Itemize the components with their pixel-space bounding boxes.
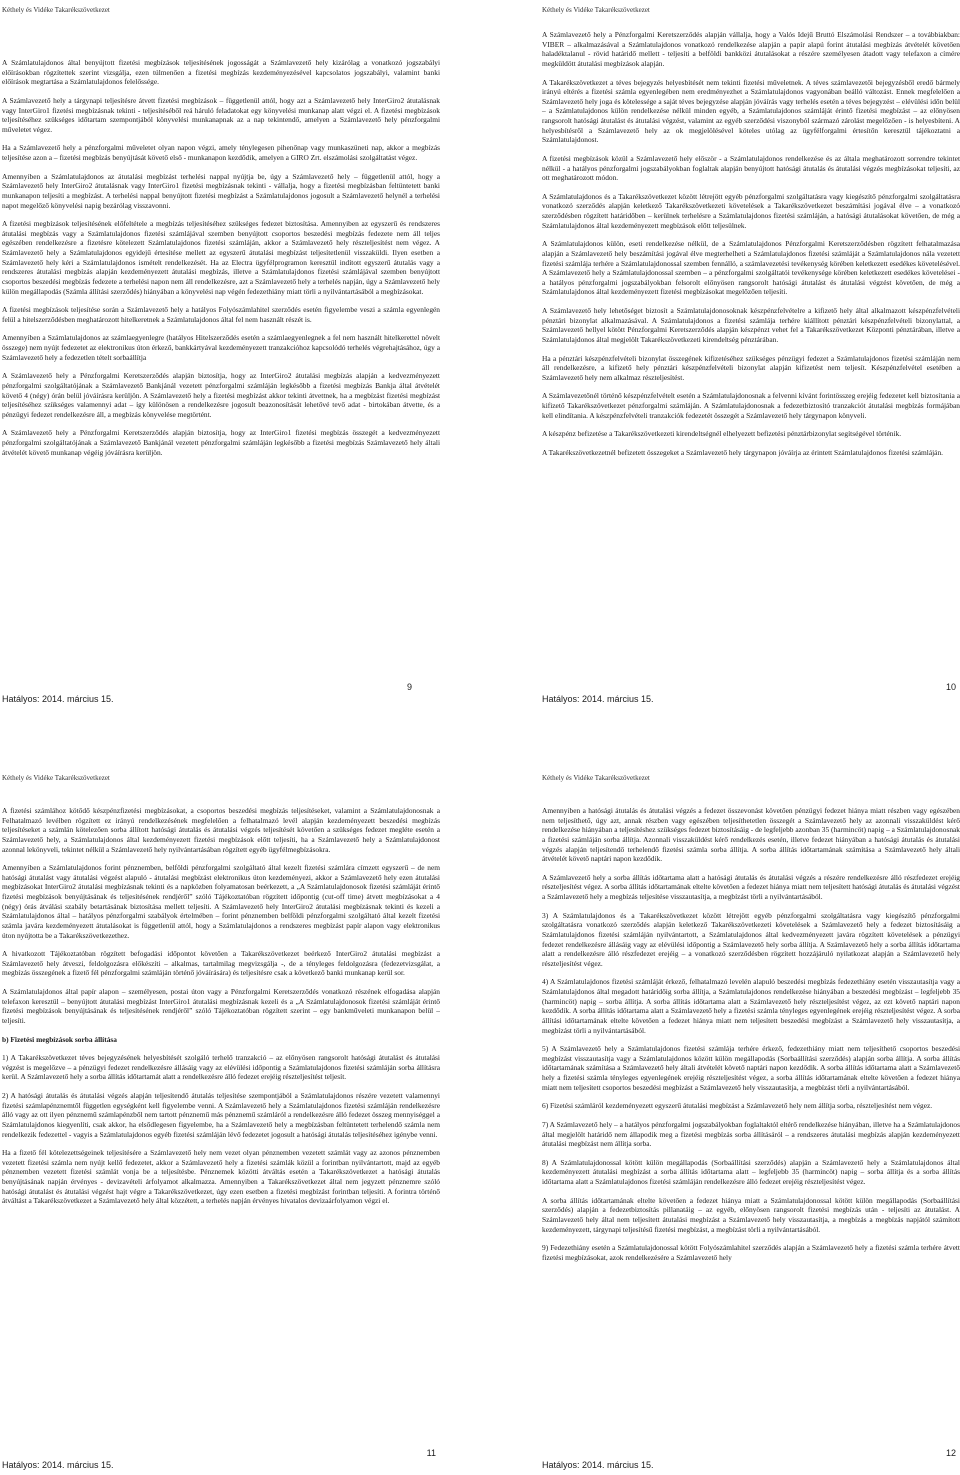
paragraph: Amennyiben a Számlatulajdonos az átutalási megbízást terhelési nappal nyújtja be, úgy a Számlavezető hely – függetlenül attól, hogy a Számlavezető hely InterGiro2 átutalásnak vagy InterGiro1 fizetési megbízásnak tekinti - vállalja, hogy a fizetési megbízásban feltüntetett banki munkanapon teljesíti a megbízást. A terhelési nappal benyújtott fizetési megbízást a Számlatulajdonos jogosult a Számlavezető helynél a terhelési napot megelőző könyvelési napig bezárólag visszavonni. (2, 171, 440, 210)
page-body (542, 30, 960, 467)
paragraph: A hivatkozott Tájékoztatóban rögzített befogadási időpontot követően a Takarékszövetkezet beérkező InterGiro2 átutalási megbízást a Számlavezető hely átveszi, feldolgozásra előkészíti – alkalmas, tartalmilag megvizsgálja -, de a tényleges feldolgozásra (fedezetvizsgálat, a megbízás összegének a fizető fél pénzforgalmi számláján történő jóváírására) és teljesítésre csak a következő banki munkanap kerül sor. (2, 949, 440, 978)
paragraph: A Számlavezető hely a sorba állítás időtartama alatt a hatósági átutalás és átutalási végzés a részére rendelkezésre álló részfedezet erejéig részteljesítést végez. A sorba állítás időtartamának eltelte követően a fedezet hiánya miatt nem teljesített hatósági átutalás és átutalási végzést a Számlavezető hely a megbízás teljesítése visszautasítja, a megbízást törli a nyilvántartásából. (542, 872, 960, 901)
paragraph: A Számlavezető hely a Pénzforgalmi Keretszerződés alapján biztosítja, hogy az InterGiro1 fizetési megbízás összegét a kedvezményezett pénzforgalmi szolgáltatójának a Számlavezető Bankjánál vezetett pénzforgalmi számláján legkésőbb a fizetési megbízás Számlavezető hely általi átvételét követő munkanap végéig jóváírásra kerüljön. (2, 428, 440, 457)
paragraph: 7) A Számlavezető hely – a hatályos pénzforgalmi jogszabályokban foglaltaktól eltérő rendelkezése hiányában, illetve ha a Számlatulajdonos által megjelölt határidő nem állapodik meg a fizetési megbízás sorba állításáról – a rendszeres átutalási megbízás alapján kezdeményezett átutalási megbízást nem állítja sorba. (542, 1119, 960, 1149)
page-12 (540, 768, 960, 1475)
page-footer: Hatályos: 2014. március 15. (542, 694, 654, 704)
paragraph: 9) Fedezethiány esetén a Számlatulajdonossal kötött Folyószámlahitel szerződés alapján a Számlavezető hely a fizetési számla terhére átvett fizetési megbízásokat, azok rendelkezésére a Számlavezető hely (542, 1243, 960, 1262)
page-footer: Hatályos: 2014. március 15. (2, 1460, 114, 1470)
page-9 (0, 0, 440, 708)
paragraph: A Számlatulajdonos által benyújtott fizetési megbízások teljesítésének jogosságát a Számlavezető hely kizárólag a vonatkozó jogszabályi előírásokban rögzítettek szerint vizsgálja, ezen túlmenően a fizetési megbízás kezdeményezésével kapcsolatos jogszabályi, valamint banki előírások megtartása a Számlatulajdonos felelőssége. (2, 58, 440, 87)
paragraph: A Számlavezető hely a tárgynapi teljesítésre átvett fizetési megbízások – függetlenül attól, hogy azt a Számlavezető hely InterGiro2 átutalásnak vagy InterGiro1 fizetési megbízásnak tekinti - teljesítéséből reá háruló feladatokat egy könyvelési munkanap alatt végzi el. A fizetési megbízások teljesítéséhez szükséges időtartam szempontjából könyvelési munkanapnak az a nap tekintendő, amelyen a Számlavezető hely pénzforgalmi műveletet végez. (2, 95, 440, 134)
page-footer: Hatályos: 2014. március 15. (542, 1460, 654, 1470)
section-heading: b) Fizetési megbízások sorba állítása (2, 1034, 117, 1044)
page-number: 10 (945, 682, 956, 692)
paragraph: 8) A Számlatulajdonossal kötött külön megállapodás (Sorbaállítási szerződés) alapján a Számlavezető hely a Számlatulajdonos által kezdeményezett átutalási megbízást a sorba állítás időtartama alatt – legfeljebb 35 (harmincöt) napig – sorba állítja és a sorba állítás időtartama alatt a Számlatulajdonos fizetési számláján rendelkezésre álló fedezet erejéig részteljesítést végez. (542, 1157, 960, 1186)
paragraph: Amennyiben a hatósági átutalás és átutalási végzés a fedezet összevonást követően pénzügyi fedezet hiánya miatt részben vagy egészében nem teljesíthető, úgy azt, annak részben vagy egészében teljesíthetetlen összegét a Számlavezető hely az azonnali visszaküldést kérő rendelkezése hiányában a teljesítéshez szükséges fedezet biztosításáig - de legfeljebb azonban 35 (harmincöt) napig – a Számlatulajdonosnak a fizetési számláján sorba állítja. Azonnali visszaküldést kérő rendelkezés esetén, illetve fedezet hiányában a hatósági átutalás és átutalási végzés alapján teljesítendő terhelendő fizetési számla sorba állítja. A sorba állítás időtartamának számítása a Számlavezető hely általi átvételét követő naptári napon kezdődik. (542, 806, 960, 864)
paragraph: A Számlavezető hely a Pénzforgalmi Keretszerződés alapján vállalja, hogy a Valós Idejű Bruttó Elszámolási Rendszer – a továbbiakban: VIBER – alkalmazásával a Számlatulajdonos vonatkozó rendelkezése alapján a papír alapú forint átutalási megbízás átvételét követően haladéktalanul - rövid határidő mellett - teljesíti a belföldi bankközi átutalásokat a részére személyesen átadott vagy telefaxon a címére megküldött átutalási megbízások alapján. (542, 30, 960, 68)
paragraph: A Számlatulajdonos és a Takarékszövetkezet között létrejött egyéb pénzforgalmi szolgáltatásra vagy kiegészítő pénzforgalmi szolgáltatásra vonatkozó szerződés alapján keletkező Takarékszövetkezeti követelések a Takarékszövetkezet beszámítási jogával élve – a vonatkozó szerződésben rögzített határidőben – kerülnek terhelésre a Számlatulajdonos fizetési számláján, a hatósági átutalásokat követően, de még a Számlatulajdonos által kezdeményezett megbízások előtt teljesülnek. (542, 191, 960, 230)
paragraph: A készpénz befizetése a Takarékszövetkezeti kirendeltségnél elhelyezett befizetési pénztárbizonylat segítségével történik. (542, 429, 902, 439)
paragraph: 6) Fizetési számláról kezdeményezett egyszerű átutalási megbízást a Számlavezető hely nem állítja sorba, részteljesítést nem végez. (542, 1101, 933, 1111)
page-body (2, 58, 440, 466)
page-body (542, 806, 960, 1271)
paragraph: A Számlatulajdonos által papír alapon – személyesen, postai úton vagy a Pénzforgalmi Keretszerződés vonatkozó részének elfogadása alapján telefaxon keresztül – benyújtott átutalási megbízást InterGiro1 átutalási megbízásnak kezeli és a „A Számlatulajdonosok fizetési számláját érintő fizetési megbízások benyújtásának és teljesítésének rendjéről” szóló Tájékoztatóban rögzített szerint – egy bankműveleti munkanapon belül – teljesíti. (2, 987, 440, 1025)
paragraph: 5) A Számlavezető hely a Számlatulajdonos fizetési számlája terhére érkező, fedezethiány miatt nem teljesíthető csoportos beszedési megbízást visszautasítja vagy a Számlatulajdonos között külön megállapodás (Sorbaállítási szerződés) alapján sorba állítja. A sorba állítás időtartamának számítása a Számlavezető hely általi átvételét követő naptári napon kezdődik. A sorba állítás időtartama alatt a Számlavezető hely a fizetési számla tényleges egyenlegének erejéig részteljesítést végez, a sorba állítás időtartamának eltelte követően a fedezet hiánya miatt nem teljesített csoportos beszedési megbízást a Számlavezető hely visszautasítja, a megbízást törli a nyilvántartásából. (542, 1044, 960, 1092)
paragraph: A fizetési megbízások közül a Számlavezető hely először - a Számlatulajdonos rendelkezése és az általa meghatározott sorrendre tekintet nélkül - a hatályos pénzforgalmi jogszabályokban foglaltak alapján benyújtott hatósági átutalás és átutalási végzés megbízásokat teljesíti, az ott meghatározott módon. (542, 153, 960, 183)
paragraph: Ha a Számlavezető hely a pénzforgalmi műveletet olyan napon végzi, amely ténylegesen pihenőnap vagy munkaszüneti nap, akkor a megbízás teljesítése azon a – fizetési megbízás benyújtását követő első - munkanapon kezdődik, amelyen a GIRO Zrt. elszámolási szolgáltatást végez. (2, 143, 440, 162)
paragraph: 3) A Számlatulajdonos és a Takarékszövetkezet között létrejött egyéb pénzforgalmi szolgáltatásra vagy kiegészítő pénzforgalmi szolgáltatásra vonatkozó szerződés alapján keletkező Takarékszövetkezeti követelések a Számlavezető hely a fedezet biztosításáig a Számlatulajdonos fizetési számláján nyilvántartott, a Számlatulajdonos által kedvezményezett javára rögzített követelések a pénzügyi fedezet rendelkezésre állásáig vagy az elévülési időpontig a Számlavezető hely sorba állítja. A Számlavezető hely a sorba állítás időtartama alatt a rendelkezésre álló részfedezet erejéig – a vonatkozó szerződésben rögzített hozzájáruló nyilatkozat alapján a Számlavezető hely részteljesítést végez. (542, 910, 960, 968)
page-footer: Hatályos: 2014. március 15. (2, 694, 114, 704)
paragraph: Amennyiben a Számlatulajdonos forint pénznemben, belföldi pénzforgalmi szolgáltató által kezelt fizetési számlára címzett egyszerű – de nem hatósági átutalást vagy átutalási végzést alapuló - átutalási megbízást elektronikus úton kezdeményezi, akkor a Számlavezető hely ezen átutalási megbízásokat InterGiro2 átutalási megbízásnak tekinti és a napközben folyamatosan beérkezett, a „A Számlatulajdonosok fizetési számláját érintő fizetési megbízások benyújtásának és teljesítésének rendjéről” szóló Tájékoztatóban rögzített időpontig (cut-off time) átvett megbízásokat a 4 (négy) órás átválási szabály betartásának biztosítása mellett teljesíti. A Számlavezető hely InterGiro2 átutalási megbízásnak tekinti és kezeli a Számlatulajdonos által – hatályos pénzforgalmi szabályok értelmében – forint pénznemben belföldi pénzforgalmi szolgáltató által kezelt fizetési számla javára kezdeményezett átutalásokat is függetlenül attól, hogy a Számlatulajdonos a rendszeres megbízást papír alapon vagy elektronikus úton nyújtotta be a Takarékszövetkezethez. (2, 863, 440, 940)
paragraph: A Takarékszövetkezet a téves bejegyzés helyesbítését nem tekinti fizetési műveletnek. A téves számlavezetői bejegyzésből eredő bármely irányú eltérés a fizetési számla egyenlegében nem eredményezhet a Számlatulajdonos vagyonában beálló változást. Ennek megfelelően a Számlavezető hely joga és kötelessége a saját téves bejegyzése alapján jóváírás vagy terhelés esetén a téves bejegyzést – elévülési időn belül – a Számlatulajdonos külön rendelkezése nélkül minden egyéb, a Számlatulajdonos számláját érintő fizetési megbízást – az előnyösen rangsorolt hatósági átutalást és átutalási végzést, valamint az egyéb szerződési viszonyból származó zárolást megelőzően - is helyesbíteni. A helyesbítésről a Számlavezető hely az ok megjelölésével köteles utólag az ügyfélforgalmi értesítőn keresztül tájékoztatni a Számlatulajdonost. (542, 77, 960, 145)
paragraph: A fizetési számlához kötődő készpénzfizetési megbízásokat, a csoportos beszedési megbízás teljesítéseket, valamint a Számlatulajdonosnak a Felhatalmazó levélben rögzített ez irányú rendelkezésének megfelelően a felhatalmazó levél alapján kezdeményezett beszedési megbízás teljesítéseket a számlán kötelezően sorba állított hatósági átutalás és átutalási végzés teljesítését követően a szükséges fedezet megléte esetén a Számlavezető hely, a Számlatulajdonos által kezdeményezett fizetési megbízások előtt teljesíti, ha a Számlavezető hely a Számlatulajdonost azonnal lekönyveli, tekintet nélkül a Számlavezető hely nyilvántartásában rögzített egyéb ügyfélmegbízásokra. (2, 806, 440, 854)
paragraph: Ha a pénztári készpénzfelvételi bizonylat összegének kifizetéséhez szükséges pénzügyi fedezet a Számlatulajdonos fizetési számláján nem áll rendelkezésre, a kifizető hely pénztári készpénzfelvételi bizonylat alapján kifizetést nem teljesít. Készpénzfelvétel esetében a Számlavezető hely nem alkalmaz részteljesítést. (542, 353, 960, 382)
paragraph: Amennyiben a Számlatulajdonos az számlaegyenlegre (hatályos Hitelszerződés esetén a számlaegyenlegnek a fel nem használt hitelkerettel növelt összege) nem nyújt fedezetet az elektronikus úton érkező, bankkártyával kezdeményezett tranzakcióhoz kapcsolódó terhelés végrehajtásához, úgy a Számlavezető hely a fedezetlen tételt sorbaállítja (2, 333, 440, 362)
page-header: Kéthely és Vidéke Takarékszövetkezet (542, 774, 650, 782)
paragraph: A Takarékszövetkezetnél befizetett összegeket a Számlavezető hely tárgynapon jóváírja az érintett Számlatulajdonos fizetési számláján. (542, 447, 944, 457)
page-header: Kéthely és Vidéke Takarékszövetkezet (542, 6, 650, 14)
paragraph: Ha a fizető fél kötelezettségeinek teljesítésére a Számlavezető hely nem vezet olyan pénznemben vezetett számlát vagy az azonos pénznemben vezetett fizetési számla nem nyújt kellő fedezetet, akkor a Számlavezető hely a fizetési számlák közül a forintban nyilvántartott, majd az egyéb pénznemben vezetett fizetési számlát vonja be a teljesítésbe. Pénznemek közötti átváltás esetén a Takarékszövetkezet a hatósági átutalás benyújtásának napján érvényes - devizavételi árfolyamot alkalmazza. Amennyiben a Takarékszövetkezet által nem jegyzett pénznemre szóló hatósági átutalást és átutalási végzést hajt végre a Takarékszövetkezet, úgy ezen esetben a fizetési megbízást forintban teljesíti. A forintra történő átváltást a Takarékszövetkezet a Számlavezető hely által közzétett, a terhelés napján érvényes hivatalos devizaárfolyamon végzi el. (2, 1148, 440, 1206)
paragraph: A Számlatulajdonos külön, eseti rendelkezése nélkül, de a Számlatulajdonos Pénzforgalmi Keretszerződésben rögzített felhatalmazása alapján a Számlavezető hely beszámítási jogával élve megterhelheti a Számlatulajdonos fizetési számláját a Számlatulajdonos nála vezetett fizetési számlája terhére a Számlatulajdonossal szemben fennálló, a számlavezetési tevékenység körében keletkezett esedékes követelésével. A Számlavezető hely a Számlatulajdonossal szemben – a pénzforgalmi szolgáltatói tevékenysége körében keletkezett esedékes követelései - a hatályos pénzforgalmi jogszabályokban felsorolt előnyösen rangsorolt hatósági átutalást és átutalási végzést követően, de még a Számlatulajdonos által kezdeményezett fizetési megbízásokat megelőzően teljesíti. (542, 239, 960, 297)
paragraph: 2) A hatósági átutalás és átutalási végzés alapján teljesítendő átutalás teljesítése szempontjából a Számlatulajdonos részére vezetett valamennyi fizetési számlapénznemtől független egységként kell figyelembe venni. A Számlavezető hely a Számlatulajdonos fizetési számláján rendelkezésre álló vagy az ott ilyen pénznemű számlapénzből nem tartott pénznemű más pénznemű számláról a rendelkezésre álló fedezet összeg mennyiséggel a Számlatulajdonos kiegyenlíti, csak akkor, ha elsődlegesen figyelembe, ha a Számlavezető hely a megbízásban feltüntetett terhelendő számla nem rendelkezik fedezettel - vagyis a Számlatulajdonos egyéb fizetési számláján lévő fedezetet jogosult a hatósági átutalás teljesítéséhez igénybe venni. (2, 1091, 440, 1139)
paragraph: A Számlavezetőnél történő készpénzfelvételt esetén a Számlatulajdonosnak a felvenni kívánt forintösszeg erejéig fedezetet kell biztosítania a kifizető Takarékszövetkezet pénzforgalmi számláján. A Számlatulajdonosnak a fedezetbiztosító tranzakciót átutalási megbízás formájában kell elindítania. A készpénzfelvételi tranzakciók fedezetét összegét a Számlavezető hely tárgynapon könyveli. (542, 391, 960, 420)
page-header: Kéthely és Vidéke Takarékszövetkezet (2, 774, 110, 782)
page-10 (540, 0, 960, 708)
page-number: 9 (406, 682, 412, 692)
paragraph: 4) A Számlatulajdonos fizetési számláját érkező, felhatalmazó levelén alapuló beszedési megbízás fedezethiány esetén visszautasítja vagy a Számlatulajdonos által megadott határidőig sorba állítja, a Számlatulajdonos rendelkezése hiányában a beszedési megbízást – legfeljebb 35 (harmincöt) napig – sorba állítja. A sorba állítás időtartama alatt a Számlavezető hely részteljesítést végez, az ezt követő naptári napon kezdődik. A sorba állítás időtartama alatt a Számlavezető hely a fizetési számla tényleges egyenlegének erejéig részteljesítést végez. A sorba állítási időtartamának eltelte követően a fedezet hiánya miatt nem teljesített beszedési megbízást a Számlavezető hely visszautasítja, a megbízást törli a nyilvántartásából. (542, 977, 960, 1035)
page-header: Kéthely és Vidéke Takarékszövetkezet (2, 6, 110, 14)
paragraph: A fizetési megbízások teljesítésének előfeltétele a megbízás teljesítéséhez szükséges fedezet biztosítása. Amennyiben az egyszerű és rendszeres átutalási megbízás vagy a Számlatulajdonos fizetési számlájával szemben benyújtott csoportos beszedési megbízás fedezete nem áll teljes egészében rendelkezésre a fizetésre kötelezett Számlatulajdonos fizetési számláján, akkor a Számlavezető hely részteljesítést nem végez. A Számlavezető hely a Számlatulajdonos egyidejű értesítése mellett az egyszerű átutalási megbízást teljesítetlenül visszaküldi. Ilyen esetben a Számlavezető hely kéri a Számlatulajdonos ismételt rendelkezését. Ha az Electra ügyfélprogramon keresztül indított egyszerű átutalás vagy a rendszeres átutalási megbízás alapján kezdeményezett átutalási megbízás, illetve a Számlatulajdonos fizetési számlájával szemben benyújtott csoportos beszedési megbízás fedezete a terhelési napon nem áll rendelkezésre, azt a Számlavezető hely a terhelés napján, úgy a Számlavezető hely külön megállapodás (Számla állítási szerződés) hiányában a könyvelési nap végén fedezethiány miatt törli a nyilvántartásából a megbízásokat. (2, 219, 440, 296)
page-number: 11 (426, 1448, 436, 1458)
page-body (2, 806, 440, 1215)
page-number: 12 (945, 1448, 956, 1458)
paragraph: A sorba állítás időtartamának eltelte követően a fedezet hiánya miatt a Számlatulajdonossal kötött külön megállapodás (Sorbaállítási szerződés) alapján a fedezetbiztosítás pillanatáig – az egyéb, előnyösen rangsorolt fizetési megbízás után - teljesíti az átutalást. A Számlavezető hely által nem teljesített átutalási megbízást a Számlavezető hely visszautasítja, a megbízás a megbízás napjától számított kezdeményezett, tárgynapi teljesítésű fizetési megbízást, a megbízást törli a nyilvántartásából. (542, 1195, 960, 1234)
paragraph: 1) A Takarékszövetkezet téves bejegyzésének helyesbítését szolgáló terhelő tranzakció – az előnyösen rangsorolt hatósági átutalást és átutalási végzést is megelőzve – a pénzügyi fedezet rendelkezésre állásáig vagy az elévülési időpontig a Számlatulajdonos fizetési számláján sorba állításra kerül. A Számlavezető hely a sorba állítás időtartamát alatt a rendelkezésre álló fedezet erejéig részteljesítést teljesít. (2, 1053, 440, 1082)
page-11 (0, 768, 440, 1475)
paragraph: A fizetési megbízások teljesítése során a Számlavezető hely a hatályos Folyószámlahitel szerződés esetén figyelembe veszi a számla egyenlegén felül a hitelszerződésben meghatározott hitelkeretnek a Számlatulajdonos által fel nem használt részét is. (2, 305, 440, 324)
paragraph: A Számlavezető hely a Pénzforgalmi Keretszerződés alapján biztosítja, hogy az InterGiro2 átutalási megbízás alapján a kedvezményezett pénzforgalmi szolgáltatójának a Számlavezető Bankjánál vezetett pénzforgalmi számláján legkésőbb a fizetési megbízás Bankja által átvételét követő 4 (négy) órán belül jóváírásra kerüljön. A Számlavezető hely a fizetési megbízást akkor tekinti átvettnek, ha a megbízást fizetési megbízást teljesítéséhez szükséges valamennyi adat – így különösen a rendelkezésre jogosult beazonosítását lehetővé tevő adat - birtokában átvette, és a pénzügyi fedezet rendelkezésre áll, a megbízás könyvelése megtörtént. (2, 371, 440, 419)
paragraph: A Számlavezető hely lehetőséget biztosít a Számlatulajdonosoknak készpénzfelvételre a kifizető hely által alkalmazott készpénzfelvételi pénztári bizonylat alkalmazásával. A Számlatulajdonos a fizetési számlája terhére kiállított pénztári készpénzfelvételi bizonylattal, a Számlavezető hellyel kötött Pénzforgalmi Keretszerződés alapján készpénzt vehet fel a Takarékszövetkezet Központi pénztárában, illetve a Számlatulajdonos által megjelölt Takarékszövetkezeti kirendeltség pénztárában. (542, 306, 960, 344)
